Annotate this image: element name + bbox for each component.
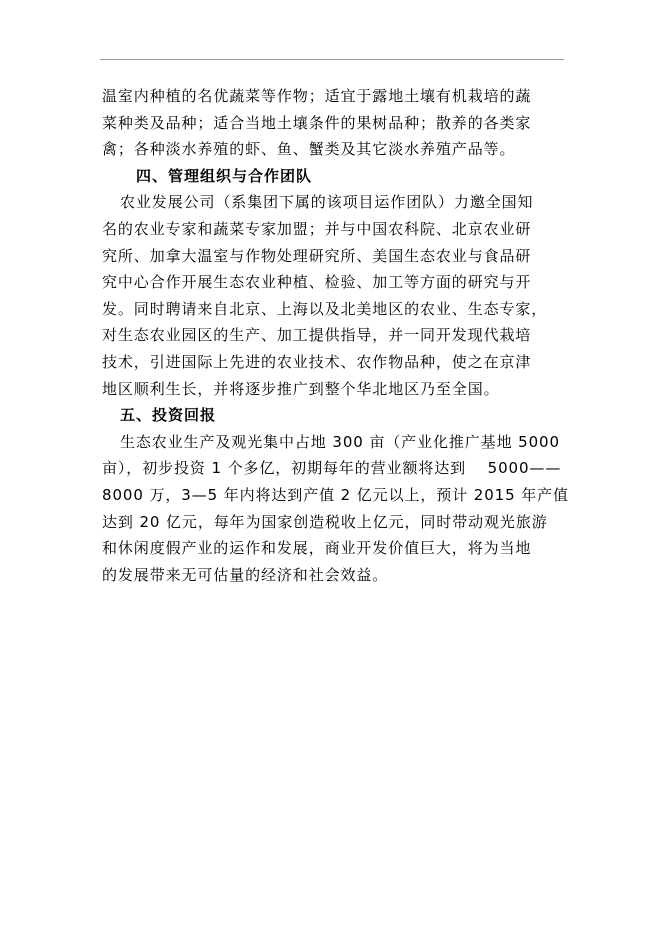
paragraph-line: 菜种类及品种；适合当地土壤条件的果树品种；散养的各类家 bbox=[102, 113, 532, 132]
paragraph-line: 名的农业专家和蔬菜专家加盟；并与中国农科院、北京农业研 bbox=[102, 219, 532, 238]
paragraph-line: 发。同时聘请来自北京、上海以及北美地区的农业、生态专家， bbox=[102, 299, 548, 318]
header-rule bbox=[100, 59, 564, 60]
section-heading: 四、管理组织与合作团队 bbox=[136, 166, 313, 185]
paragraph-line: 8000 万，3—5 年内将达到产值 2 亿元以上，预计 2015 年产值 bbox=[102, 485, 569, 504]
paragraph-line: 地区顺利生长，并将逐步推广到整个华北地区乃至全国。 bbox=[102, 379, 500, 398]
paragraph-line: 生态农业生产及观光集中占地 300 亩（产业化推广基地 5000 bbox=[120, 432, 560, 451]
paragraph-line: 农业发展公司（系集团下属的该项目运作团队）力邀全国知 bbox=[120, 193, 534, 212]
paragraph-line: 对生态农业园区的生产、加工提供指导，并一同开发现代栽培 bbox=[102, 326, 532, 345]
document-body bbox=[102, 83, 568, 588]
paragraph-line: 和休闲度假产业的运作和发展，商业开发价值巨大，将为当地 bbox=[102, 539, 532, 558]
paragraph-line: 达到 20 亿元，每年为国家创造税收上亿元，同时带动观光旅游 bbox=[102, 512, 548, 531]
paragraph-line: 温室内种植的名优蔬菜等作物；适宜于露地土壤有机栽培的蔬 bbox=[102, 87, 532, 105]
paragraph-line: 技术，引进国际上先进的农业技术、农作物品种，使之在京津 bbox=[102, 352, 532, 371]
paragraph-line: 究所、加拿大温室与作物处理研究所、美国生态农业与食品研 bbox=[102, 246, 532, 265]
paragraph-line: 亩），初步投资 1 个多亿，初期每年的营业额将达到 5000—— bbox=[102, 459, 562, 478]
paragraph-line: 究中心合作开展生态农业种植、检验、加工等方面的研究与开 bbox=[102, 273, 532, 292]
section-heading: 五、投资回报 bbox=[120, 406, 217, 425]
paragraph-line: 禽；各种淡水养殖的虾、鱼、蟹类及其它淡水养殖产品等。 bbox=[102, 140, 516, 159]
paragraph-line: 的发展带来无可估量的经济和社会效益。 bbox=[102, 565, 389, 584]
